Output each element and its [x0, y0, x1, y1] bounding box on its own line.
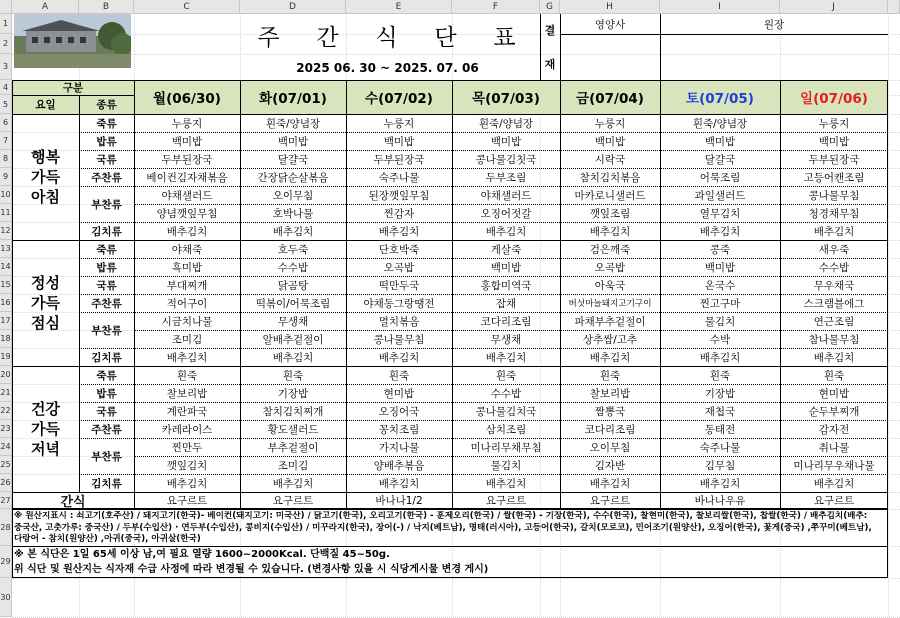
- menu-item: 흑미밥: [171, 261, 203, 274]
- table-head-jongryu: 종류: [96, 99, 117, 111]
- gridline-h: [12, 578, 900, 579]
- menu-item: 흰죽/양념장: [265, 117, 321, 130]
- menu-item: 시락국: [594, 153, 626, 166]
- row-header-24[interactable]: 24: [0, 438, 12, 456]
- row-header-14[interactable]: 14: [0, 258, 12, 276]
- gridline-h: [12, 54, 900, 55]
- menu-item: 오징어국: [378, 405, 420, 418]
- menu-item: 배추김치: [166, 477, 208, 490]
- col-border: [452, 80, 453, 509]
- menu-item: 야채동그랑땡전: [363, 297, 435, 310]
- menu-item: 숙주나물: [699, 441, 741, 454]
- menu-item: 콩나물김칫국: [475, 153, 537, 166]
- menu-item: 무생채: [277, 315, 309, 328]
- approval-border: [660, 14, 661, 80]
- title-char: 식: [375, 24, 400, 51]
- menu-item: 오징어젓갈: [480, 207, 532, 220]
- menu-item: 온국수: [704, 279, 736, 292]
- menu-item: 짬뽕국: [594, 405, 626, 418]
- approver-nutritionist: 영양사: [594, 18, 626, 31]
- menu-item: 두부된장국: [161, 153, 213, 166]
- menu-item: 숙주나물: [378, 171, 420, 184]
- col-border: [560, 80, 561, 509]
- menu-item: 김자반: [594, 459, 626, 472]
- menu-item: 누룽지: [171, 117, 203, 130]
- menu-item: 떡만두국: [378, 279, 420, 292]
- meal-name-line: 점심: [31, 314, 60, 332]
- menu-item: 콩나물무침: [808, 189, 860, 202]
- menu-item: 떡볶이/어묵조림: [255, 297, 331, 310]
- menu-item: 흰죽: [823, 369, 845, 382]
- menu-item: 계란파국: [166, 405, 208, 418]
- row-header-5[interactable]: 5: [0, 95, 12, 114]
- category-label: 김치류: [91, 351, 122, 364]
- category-label: 주찬류: [91, 297, 122, 310]
- select-all-corner[interactable]: [0, 0, 12, 14]
- head-border: [12, 95, 134, 96]
- menu-item: 시금치나물: [161, 315, 213, 328]
- menu-item: 백미밥: [490, 261, 522, 274]
- day-header: 금(07/04): [576, 91, 644, 107]
- menu-item: 멸치볶음: [378, 315, 420, 328]
- category-label: 밥류: [96, 261, 117, 274]
- menu-item: 백미밥: [818, 135, 850, 148]
- menu-title: [240, 16, 535, 54]
- category-label: 주찬류: [91, 423, 122, 436]
- column-header-c[interactable]: C: [134, 0, 240, 14]
- menu-item: 오이무침: [589, 441, 631, 454]
- row-header-8[interactable]: 8: [0, 150, 12, 168]
- row-header-2[interactable]: 2: [0, 34, 12, 54]
- menu-item: 누룽지: [818, 117, 850, 130]
- column-header-h[interactable]: H: [560, 0, 660, 14]
- menu-item: 청경채무침: [808, 207, 860, 220]
- menu-item: 배추김치: [699, 225, 741, 238]
- row-header-18[interactable]: 18: [0, 330, 12, 348]
- approval-border: [540, 14, 541, 80]
- menu-item: 배추김치: [485, 225, 527, 238]
- menu-item: 찰보리밥: [589, 387, 631, 400]
- meal-name-line: 가득: [31, 420, 60, 438]
- table-head-gubun: 구분: [62, 82, 84, 94]
- category-label: 부찬류: [91, 324, 122, 337]
- menu-item: 상추쌈/고추: [582, 333, 638, 346]
- menu-item: 콩나물무침: [373, 333, 425, 346]
- menu-item: 두부된장국: [373, 153, 425, 166]
- col-border: [240, 80, 241, 509]
- menu-item: 배추김치: [589, 477, 631, 490]
- menu-item: 배추김치: [378, 225, 420, 238]
- category-label: 국류: [96, 279, 117, 292]
- menu-item: 오곡밥: [594, 261, 626, 274]
- table-frame: [12, 80, 888, 509]
- facility-photo: [14, 14, 131, 68]
- approver-director: 원장: [763, 18, 785, 31]
- menu-item: 간장닭순살볶음: [257, 171, 329, 184]
- category-label: 국류: [96, 405, 117, 418]
- snack-item: 요구르트: [589, 495, 631, 507]
- menu-item: 가지나물: [378, 441, 420, 454]
- menu-item: 배추김치: [589, 225, 631, 238]
- row-header-21[interactable]: 21: [0, 384, 12, 402]
- menu-item: 삼치조림: [485, 423, 527, 436]
- meal-name-line: 정성: [31, 274, 60, 292]
- menu-item: 달걀국: [277, 153, 309, 166]
- day-header: 화(07/01): [259, 91, 327, 107]
- row-header-11[interactable]: 11: [0, 204, 12, 222]
- menu-item: 미나리무우채나물: [793, 459, 875, 472]
- meal-name-line: 저녁: [31, 440, 60, 458]
- menu-item: 베이컨김자채볶음: [146, 171, 228, 184]
- row-header-20[interactable]: 20: [0, 366, 12, 384]
- menu-item: 백미밥: [704, 261, 736, 274]
- menu-item: 참치김치찌개: [262, 405, 324, 418]
- menu-item: 무우채국: [813, 279, 855, 292]
- snack-item: 요구르트: [272, 495, 314, 507]
- menu-item: 누룽지: [594, 117, 626, 130]
- origin-note-line: 다랑어 - 참치(원양산) ,아귀(중국), 아귀살(한국): [14, 534, 201, 544]
- approval-label-top: 결: [544, 24, 556, 37]
- menu-item: 흰죽: [176, 369, 198, 382]
- column-header-f[interactable]: F: [452, 0, 540, 14]
- menu-item: 잡채: [495, 297, 517, 310]
- menu-item: 깻잎조림: [589, 207, 631, 220]
- date-range: 2025 06. 30 ~ 2025. 07. 06: [296, 61, 479, 75]
- menu-item: 콩나물김치국: [475, 405, 537, 418]
- title-char: 단: [434, 24, 459, 51]
- menu-item: 야채샐러드: [161, 189, 213, 202]
- category-label: 김치류: [91, 225, 122, 238]
- menu-item: 호박나물: [272, 207, 314, 220]
- row-header-16[interactable]: 16: [0, 294, 12, 312]
- row-header-13[interactable]: 13: [0, 240, 12, 258]
- day-header: 목(07/03): [472, 91, 540, 107]
- menu-item: 마카로니샐러드: [574, 189, 646, 202]
- column-header-i[interactable]: I: [660, 0, 780, 14]
- snack-item: 바나나우유: [694, 495, 746, 507]
- menu-item: 현미밥: [818, 387, 850, 400]
- menu-item: 흰죽: [282, 369, 304, 382]
- snack-label: 간식: [60, 495, 86, 509]
- meal-name-line: 가득: [31, 168, 60, 186]
- menu-item: 참나물무침: [808, 333, 860, 346]
- menu-item: 고등어캔조림: [803, 171, 865, 184]
- menu-item: 찐만두: [171, 441, 203, 454]
- column-header-filler: [888, 0, 900, 14]
- row-header-1[interactable]: 1: [0, 14, 12, 34]
- menu-item: 배추김치: [272, 225, 314, 238]
- row-header-3[interactable]: 3: [0, 54, 12, 80]
- menu-item: 오이무침: [272, 189, 314, 202]
- menu-item: 스크램블에그: [803, 297, 865, 310]
- menu-item: 깻잎김치: [166, 459, 208, 472]
- menu-item: 배추김치: [589, 351, 631, 364]
- category-label: 김치류: [91, 477, 122, 490]
- category-label: 죽류: [96, 243, 117, 256]
- menu-item: 파채부추겉절이: [574, 315, 646, 328]
- menu-item: 무생채: [490, 333, 522, 346]
- menu-item: 배추김치: [378, 351, 420, 364]
- menu-item: 감자전: [818, 423, 850, 436]
- menu-item: 적어구이: [166, 297, 208, 310]
- menu-item: 연근조림: [813, 315, 855, 328]
- column-header-e[interactable]: E: [346, 0, 452, 14]
- menu-item: 배추김치: [166, 351, 208, 364]
- menu-item: 수박: [709, 333, 731, 346]
- menu-item: 오곡밥: [383, 261, 415, 274]
- approval-border: [560, 34, 888, 35]
- menu-item: 양념깻잎무침: [156, 207, 218, 220]
- col-border: [660, 80, 661, 509]
- row-header-9[interactable]: 9: [0, 168, 12, 186]
- menu-item: 찰보리밥: [166, 387, 208, 400]
- day-header: 일(07/06): [800, 91, 868, 107]
- row-header-7[interactable]: 7: [0, 132, 12, 150]
- row-header-28[interactable]: 28: [0, 509, 12, 546]
- row-header-30[interactable]: 30: [0, 578, 12, 617]
- snack-border: [12, 492, 888, 493]
- snack-item: 바나나1/2: [375, 495, 423, 507]
- menu-item: 기장밥: [704, 387, 736, 400]
- menu-item: 백미밥: [704, 135, 736, 148]
- menu-item: 현미밥: [383, 387, 415, 400]
- menu-item: 누룽지: [383, 117, 415, 130]
- menu-item: 배추김치: [699, 351, 741, 364]
- notes-frame: [12, 509, 888, 578]
- menu-item: 김무침: [704, 459, 736, 472]
- category-label: 주찬류: [91, 171, 122, 184]
- menu-item: 찐고구마: [699, 297, 741, 310]
- menu-item: 수수밥: [818, 261, 850, 274]
- info-note-line: 위 식단 및 원산지는 식자재 수급 사정에 따라 변경될 수 있습니다. (변경사항 있을 시 식당게시물 변경 게시): [14, 564, 489, 575]
- menu-item: 수수밥: [277, 261, 309, 274]
- gridline-v: [888, 14, 889, 617]
- category-label: 죽류: [96, 369, 117, 382]
- menu-item: 배추김치: [272, 351, 314, 364]
- menu-item: 백미밥: [594, 135, 626, 148]
- category-label: 부찬류: [91, 450, 122, 463]
- col-border: [346, 80, 347, 509]
- category-label: 밥류: [96, 135, 117, 148]
- menu-item: 과일샐러드: [694, 189, 746, 202]
- menu-item: 배추김치: [485, 351, 527, 364]
- menu-item: 백미밥: [171, 135, 203, 148]
- menu-item: 물김치: [490, 459, 522, 472]
- menu-item: 참치김치볶음: [579, 171, 641, 184]
- menu-item: 열무김치: [699, 207, 741, 220]
- menu-item: 버섯마늘돼지고기구이: [568, 299, 652, 309]
- menu-item: 백미밥: [383, 135, 415, 148]
- title-char: 간: [316, 24, 341, 51]
- menu-item: 꽁치조림: [378, 423, 420, 436]
- menu-item: 백미밥: [277, 135, 309, 148]
- title-char: 표: [493, 24, 518, 51]
- title-char: 주: [257, 24, 282, 51]
- row-header-6[interactable]: 6: [0, 114, 12, 132]
- menu-item: 호두죽: [277, 243, 309, 256]
- menu-item: 홍합미역국: [480, 279, 532, 292]
- menu-item: 물김치: [704, 315, 736, 328]
- category-label: 부찬류: [91, 198, 122, 211]
- menu-item: 야채죽: [171, 243, 203, 256]
- column-header-b[interactable]: B: [79, 0, 134, 14]
- menu-item: 흰죽/양념장: [692, 117, 748, 130]
- snack-item: 요구르트: [813, 495, 855, 507]
- menu-item: 조미김: [277, 459, 309, 472]
- row-header-17[interactable]: 17: [0, 312, 12, 330]
- menu-item: 흰죽: [709, 369, 731, 382]
- menu-item: 게살죽: [490, 243, 522, 256]
- snack-item: 요구르트: [485, 495, 527, 507]
- origin-note-line: 중국산, 고춧가루: 중국산) / 두부(수입산) · 연두부(수입산), 콩비지(수입산) / 미꾸라지(한국), 장어(-) / 낙지(베트남), 명태(러시아), 고등어(한국), 갈치(모로코), 민어조기(원양산), 오징어(한국), 꽃게(중국) ,쭈꾸미(베트남),: [14, 522, 872, 533]
- meal-name-line: 건강: [31, 400, 60, 418]
- menu-item: 알배추겉절이: [262, 333, 324, 346]
- row-header-4[interactable]: 4: [0, 80, 12, 95]
- menu-item: 단호박죽: [378, 243, 420, 256]
- menu-item: 순두부찌개: [808, 405, 860, 418]
- snack-item: 요구르트: [166, 495, 208, 507]
- menu-item: 동태전: [704, 423, 736, 436]
- menu-item: 조미김: [171, 333, 203, 346]
- menu-item: 아욱국: [594, 279, 626, 292]
- menu-item: 배추김치: [166, 225, 208, 238]
- menu-item: 코다리조림: [584, 423, 636, 436]
- notes-divider: [12, 546, 888, 547]
- day-header: 토(07/05): [686, 91, 754, 107]
- row-header-10[interactable]: 10: [0, 186, 12, 204]
- menu-item: 황도샐러드: [267, 423, 319, 436]
- menu-item: 카레라이스: [161, 423, 213, 436]
- menu-item: 백미밥: [490, 135, 522, 148]
- meal-name-line: 아침: [31, 188, 60, 206]
- menu-item: 배추김치: [699, 477, 741, 490]
- meal-name-line: 가득: [31, 294, 60, 312]
- category-label: 밥류: [96, 387, 117, 400]
- column-header-a[interactable]: A: [12, 0, 79, 14]
- column-header-d[interactable]: D: [240, 0, 346, 14]
- row-header-15[interactable]: 15: [0, 276, 12, 294]
- menu-item: 코다리조림: [480, 315, 532, 328]
- col-border: [780, 80, 781, 509]
- approval-border: [560, 14, 561, 80]
- menu-item: 수수밥: [490, 387, 522, 400]
- menu-item: 흰죽/양념장: [478, 117, 534, 130]
- menu-item: 흰죽: [388, 369, 410, 382]
- menu-item: 배추김치: [485, 477, 527, 490]
- menu-item: 배추김치: [272, 477, 314, 490]
- menu-item: 부추겉절이: [267, 441, 319, 454]
- menu-item: 취나물: [818, 441, 850, 454]
- menu-item: 닭곰탕: [277, 279, 309, 292]
- menu-item: 된장깻잎무침: [368, 189, 430, 202]
- menu-item: 두부된장국: [808, 153, 860, 166]
- menu-item: 재첩국: [704, 405, 736, 418]
- row-header-27[interactable]: 27: [0, 492, 12, 509]
- category-label: 국류: [96, 153, 117, 166]
- menu-item: 어묵조림: [699, 171, 741, 184]
- menu-item: 양배추볶음: [373, 459, 425, 472]
- row-header-25[interactable]: 25: [0, 456, 12, 474]
- row-header-19[interactable]: 19: [0, 348, 12, 366]
- menu-item: 배추김치: [378, 477, 420, 490]
- menu-item: 배추김치: [813, 351, 855, 364]
- row-header-12[interactable]: 12: [0, 222, 12, 240]
- row-header-22[interactable]: 22: [0, 402, 12, 420]
- menu-item: 부대찌개: [166, 279, 208, 292]
- approval-label-bottom: 재: [544, 58, 556, 71]
- meal-name-line: 행복: [31, 148, 60, 166]
- menu-item: 검은깨죽: [589, 243, 631, 256]
- row-header-23[interactable]: 23: [0, 420, 12, 438]
- row-header-26[interactable]: 26: [0, 474, 12, 492]
- row-header-29[interactable]: 29: [0, 546, 12, 578]
- menu-item: 흰죽: [599, 369, 621, 382]
- menu-item: 새우죽: [818, 243, 850, 256]
- category-label: 죽류: [96, 117, 117, 130]
- column-header-g[interactable]: G: [540, 0, 560, 14]
- menu-item: 찐감자: [383, 207, 415, 220]
- menu-item: 콩죽: [709, 243, 731, 256]
- menu-item: 배추김치: [813, 477, 855, 490]
- day-header: 수(07/02): [365, 91, 433, 107]
- table-head-yoil: 요일: [35, 99, 56, 111]
- info-note-line: ※ 본 식단은 1일 65세 이상 남,여 필요 열량 1600~2000Kcal. 단백질 45~50g.: [14, 549, 390, 560]
- menu-item: 두부조림: [485, 171, 527, 184]
- head-border: [12, 114, 888, 115]
- day-header: 월(06/30): [153, 91, 221, 107]
- col-border: [79, 95, 80, 492]
- menu-item: 흰죽: [495, 369, 517, 382]
- menu-item: 기장밥: [277, 387, 309, 400]
- column-header-j[interactable]: J: [780, 0, 888, 14]
- menu-item: 야채샐러드: [480, 189, 532, 202]
- menu-item: 미나리무채무침: [470, 441, 542, 454]
- menu-item: 배추김치: [813, 225, 855, 238]
- col-border: [134, 80, 135, 509]
- menu-item: 달걀국: [704, 153, 736, 166]
- origin-note-line: ※ 원산지표시 : 쇠고기(호주산) / 돼지고기(한국)- 베이컨(돼지고기: 미국산) / 닭고기(한국), 오리고기(한국) - 훈제오리(한국) / 쌀(한국) - 기장(한국), 수수(한국), 찰현미(한국), 찰보리쌀(한국), 찹쌀(한국) / 배추김치(배추:: [14, 511, 868, 521]
